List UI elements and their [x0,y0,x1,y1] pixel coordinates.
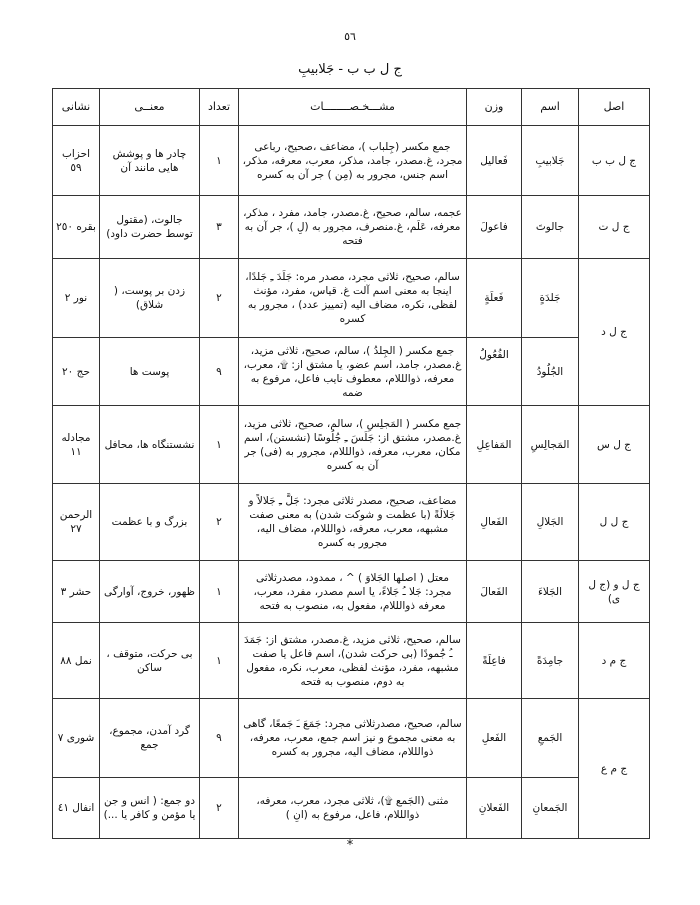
noun-cell: جَلدَةٍ [522,259,579,338]
count-cell: ٣ [200,196,239,259]
meaning-cell: دو جمع: ( انس و جن يا مؤمن و كافر يا ...) [100,778,200,839]
table-row [53,484,650,561]
word-table [52,88,650,839]
pattern-cell: فاعولَ [467,196,522,259]
header-count: تعداد [200,89,239,126]
pattern-cell: فَعاليل [467,126,522,196]
features-cell: جمع مكسر ( المَجلِسِ )، سالم، صحيح، ثلاثى مزيد، غ.مصدر، مشتق از: جَلَسَ ـِ جُلُوسًا (نشستن)، اسم مكان، معرب، معرفه، ذوالللام، مجرور به (فى) جر آن به كسره [239,406,467,484]
noun-cell: جالوتَ [522,196,579,259]
pattern-cell: فَعلَةٍ [467,259,522,338]
count-cell: ١ [200,126,239,196]
header-meaning: معنــی [100,89,200,126]
count-cell: ٩ [200,338,239,406]
count-cell: ١ [200,561,239,623]
header-row [53,89,650,126]
pattern-cell: الفَعالِ [467,484,522,561]
root-cell: ج م ع [579,699,650,839]
reference-cell: حج ٢٠ [53,338,100,406]
root-cell: ج ل ل [579,484,650,561]
table-row [53,196,650,259]
count-cell: ٢ [200,778,239,839]
reference-cell: انفال ٤١ [53,778,100,839]
features-cell: معتل ( اصلها الجَلاوَ ) ^ ، ممدود، مصدرثلاثى مجرد: جَلا ـُ جَلاءً، يا اسم مصدر، مفرد، معرب، معرفه ذوالللام، مفعول به، منصوب به فتحه [239,561,467,623]
pattern-cell: الفَعلِ [467,699,522,778]
noun-cell: المَجالِسِ [522,406,579,484]
noun-cell: الجَلالِ [522,484,579,561]
header-reference: نشانی [53,89,100,126]
features-cell: جمع مكسر ( الجِلدُ )، سالم، صحيح، ثلاثى مزيد، غ.مصدر، جامد، اسم عضو، يا مشتق از: ۩، معرب، معرفه، ذوالللام، معطوف نايب فاعل، مرفوع به ضمه [239,338,467,406]
count-cell: ٩ [200,699,239,778]
table-row [53,259,650,338]
noun-cell: الجَمعِ [522,699,579,778]
table-row [53,778,650,839]
noun-cell: الجَمعانِ [522,778,579,839]
root-cell: ج ل ب ب [579,126,650,196]
root-cell: ج م د [579,623,650,699]
meaning-cell: بزرگ و با عظمت [100,484,200,561]
header-pattern: وزن [467,89,522,126]
reference-cell: الرحمن ٢٧ [53,484,100,561]
noun-cell: الجَلاءَ [522,561,579,623]
count-cell: ١ [200,623,239,699]
noun-cell: الجُلُودُ [522,338,579,406]
count-cell: ٢ [200,259,239,338]
root-cell: ج ل ت [579,196,650,259]
reference-cell: احزاب ٥٩ [53,126,100,196]
meaning-cell: زدن بر پوست، ( شلاق) [100,259,200,338]
header-features: مشـــخـصــــــــات [239,89,467,126]
features-cell: مضاعف، صحيح، مصدر ثلاثى مجرد: جَلَّ ـِ جَلالاً و جَلالَةً (با عظمت و شوكت شدن) به معنى صفت مشبهه، معرب، معرفه، ذوالللام، مضاف اليه، مجرور به كسره [239,484,467,561]
meaning-cell: بى حركت، متوقف ، ساكن [100,623,200,699]
pattern-cell: الفَعلانِ [467,778,522,839]
reference-cell: حشر ٣ [53,561,100,623]
features-cell: سالم، صحيح، ثلاثى مزيد، غ.مصدر، مشتق از: جَمَدَ ـُ جُمودًا (بى حركت شدن)، اسم فاعل يا صفت مشبهه، مفرد، مؤنث لفظى، معرب، نكره، مفعول به دوم، منصوب به فتحه [239,623,467,699]
features-cell: سالم، صحيح، ثلاثى مجرد، مصدر مره: جَلَدَ ـِ جَلدًا، اينجا به معنى اسم آلت غ. قياس، مفرد، مؤنث لفظى، نكره، مضاف اليه (تمييز عدد) ، مجرور به كسره [239,259,467,338]
meaning-cell: گرد آمدن، مجموع، جمع [100,699,200,778]
features-cell: جمع مكسر (جِلباب )، مضاعف ،صحيح، رباعى مجرد، غ.مصدر، جامد، مذكر، معرب، معرفه، مذكر، اسم جنس، مجرور به (مِن ) جر آن به كسره [239,126,467,196]
meaning-cell: نشستنگاه ها، محافل [100,406,200,484]
meaning-cell: ظهور، خروج، آوارگى [100,561,200,623]
reference-cell: نمل ٨٨ [53,623,100,699]
pattern-cell: المَفاعِلِ [467,406,522,484]
root-cell: ج ل د [579,259,650,406]
header-noun: اسم [522,89,579,126]
footnote-marker: * [346,838,354,853]
table-row [53,126,650,196]
count-cell: ١ [200,406,239,484]
features-cell: مثنى (الجَمع ۩)، ثلاثى مجرد، معرب، معرفه، ذوالللام، فاعل، مرفوع به (انِ ) [239,778,467,839]
table-row [53,406,650,484]
features-cell: عجمه، سالم، صحيح، غ.مصدر، جامد، مفرد ، مذكر، معرفه، عَلَم، غ.منصرف، مجرور به (لِ )، جر آن به فتحه [239,196,467,259]
pattern-cell: الفُعُولُ [467,338,522,406]
reference-cell: نور ٢ [53,259,100,338]
features-cell: سالم، صحيح، مصدرثلاثى مجرد: جَمَعَ ـَ جَمعًا، گاهى به معنى مجموع و نيز اسم جمع، معرب، معرفه، ذوالللام، مضاف اليه، مجرور به كسره [239,699,467,778]
meaning-cell: جالوت، (مقتول توسط حضرت داود) [100,196,200,259]
pattern-cell: الفَعالَ [467,561,522,623]
table-row [53,561,650,623]
root-cell: ج ل س [579,406,650,484]
count-cell: ٢ [200,484,239,561]
meaning-cell: پوست ها [100,338,200,406]
reference-cell: مجادله ١١ [53,406,100,484]
reference-cell: بقره ٢٥٠ [53,196,100,259]
page-title: ج ل ب ب - جَلابيبِ [298,62,402,77]
header-root: اصل [579,89,650,126]
noun-cell: جَلابيبِ [522,126,579,196]
page-number: ٥٦ [344,30,356,43]
table-row [53,699,650,778]
reference-cell: شورى ٧ [53,699,100,778]
noun-cell: جامِدَةً [522,623,579,699]
pattern-cell: فاعِلَةً [467,623,522,699]
meaning-cell: چادر ها و پوشش هايى مانند آن [100,126,200,196]
table-row [53,623,650,699]
table-row [53,338,650,406]
root-cell: ج ل و (ج ل ى) [579,561,650,623]
